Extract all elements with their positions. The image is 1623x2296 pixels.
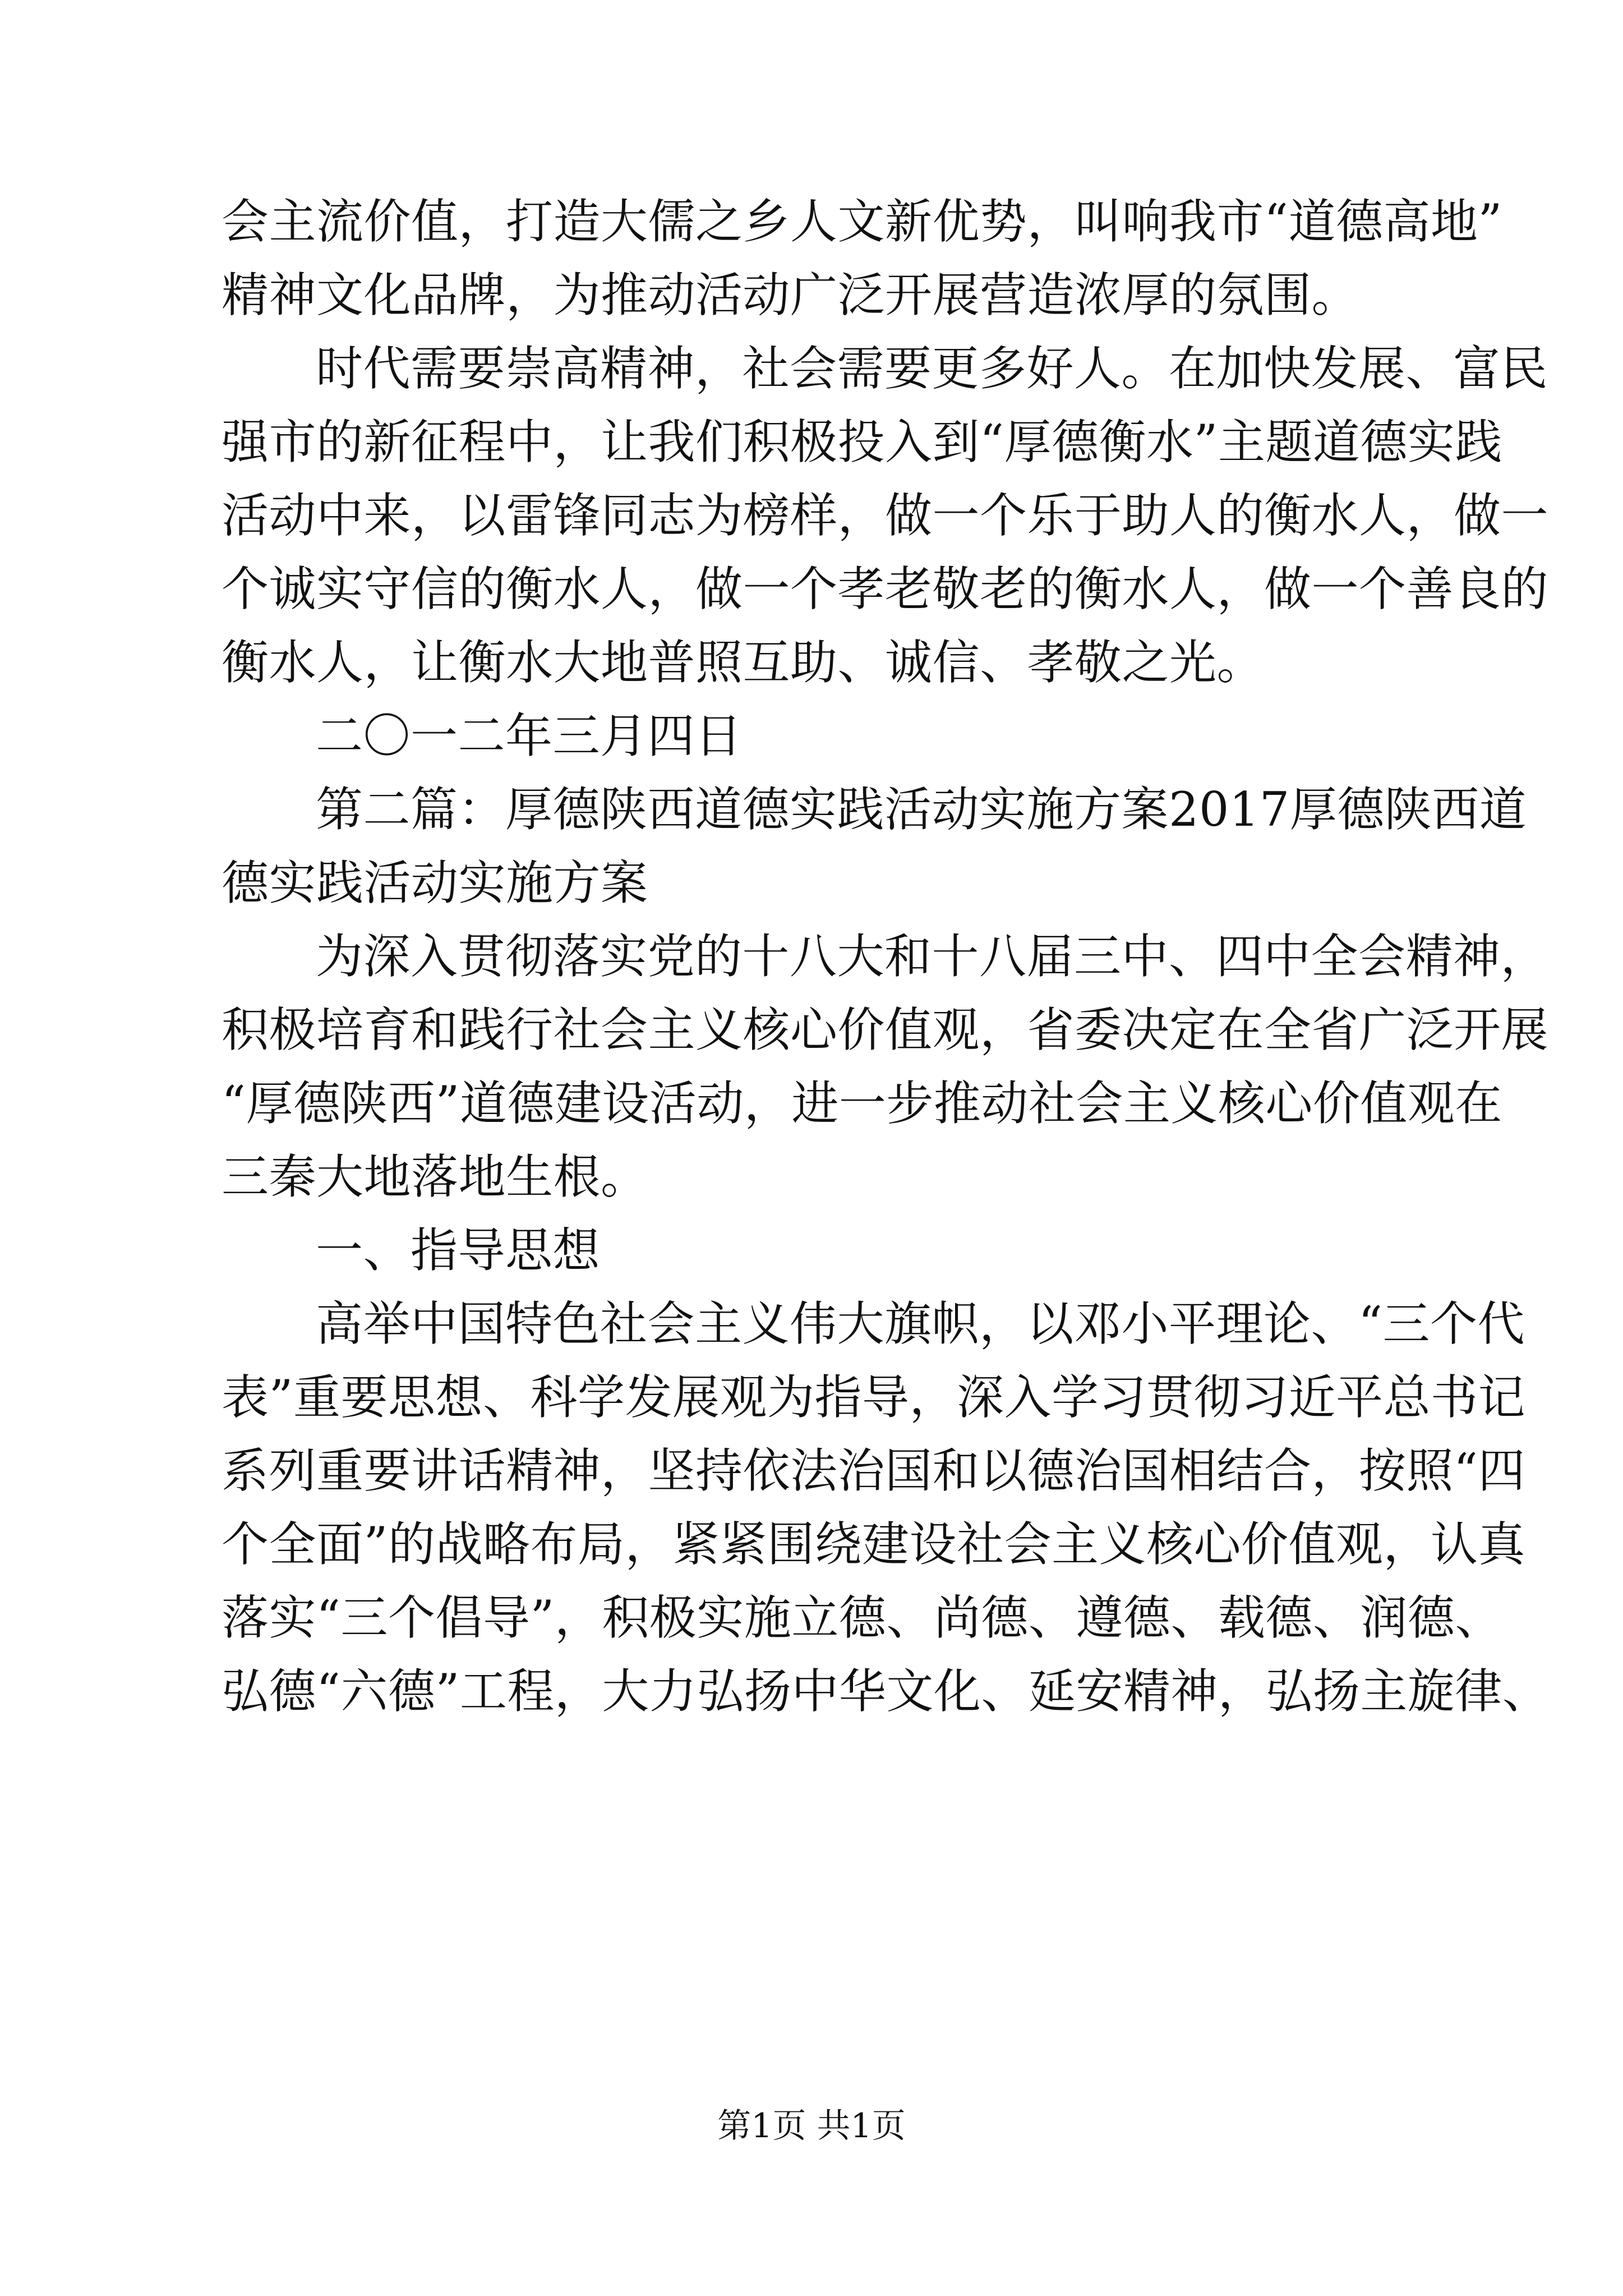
page-footer: 第1页 共1页 [717,2106,906,2146]
text-line: 落实“三个倡导”，积极实施立德、尚德、遵德、载德、润德、 [222,1590,1502,1645]
text-line: 三秦大地落地生根。 [222,1149,648,1204]
text-line: 强市的新征程中，让我们积极投入到“厚德衡水”主题道德实践 [222,415,1502,470]
text-line: “厚德陕西”道德建设活动，进一步推动社会主义核心价值观在 [222,1076,1502,1131]
text-line: 衡水人，让衡水大地普照互助、诚信、孝敬之光。 [222,635,1265,690]
text-line: 第二篇：厚德陕西道德实践活动实施方案2017厚德陕西道 [316,782,1527,837]
text-line: 积极培育和践行社会主义核心价值观，省委决定在全省广泛开展 [222,1002,1549,1057]
text-line: 个诚实守信的衡水人，做一个孝老敬老的衡水人，做一个善良的 [222,562,1549,616]
text-line: 精神文化品牌，为推动活动广泛开展营造浓厚的氛围。 [222,268,1359,323]
text-line: 活动中来，以雷锋同志为榜样，做一个乐于助人的衡水人，做一 [222,488,1549,543]
text-line: 一、指导思想 [316,1223,601,1278]
text-line: 弘德“六德”工程，大力弘扬中华文化、延安精神，弘扬主旋律、 [222,1664,1550,1719]
document-body [222,185,1550,1728]
text-line: 高举中国特色社会主义伟大旗帜，以邓小平理论、“三个代 [316,1296,1525,1351]
text-line: 表”重要思想、科学发展观为指导，深入学习贯彻习近平总书记 [222,1370,1525,1425]
text-line: 会主流价值，打造大儒之乡人文新优势，叫响我市“道德高地” [222,194,1502,249]
text-line: 个全面”的战略布局，紧紧围绕建设社会主义核心价值观，认真 [222,1517,1525,1572]
text-line: 系列重要讲话精神，坚持依法治国和以德治国相结合，按照“四 [222,1443,1525,1498]
text-line: 为深入贯彻落实党的十八大和十八届三中、四中全会精神， [316,929,1548,984]
text-line: 德实践活动实施方案 [222,855,648,910]
text-line: 时代需要崇高精神，社会需要更多好人。在加快发展、富民 [316,341,1548,396]
text-line: 二〇一二年三月四日 [316,708,743,763]
